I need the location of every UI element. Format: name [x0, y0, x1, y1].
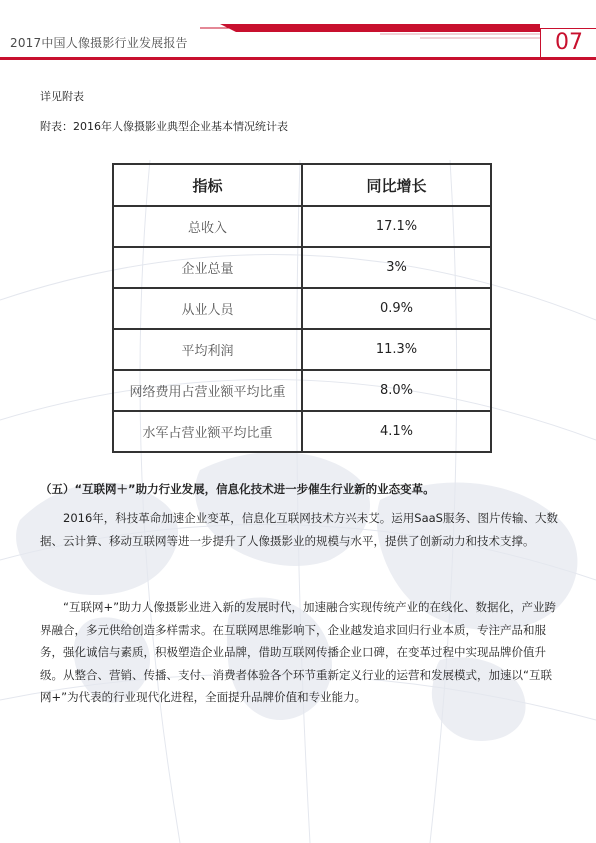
row-label: 企业总量: [113, 247, 302, 288]
row-label: 平均利润: [113, 329, 302, 370]
table-row: [113, 411, 491, 452]
row-value: 11.3%: [302, 329, 491, 370]
row-label: 从业人员: [113, 288, 302, 329]
page-number: 07: [540, 28, 596, 58]
row-value: 17.1%: [302, 206, 491, 247]
paragraph: 2016年，科技革命加速企业变革，信息化互联网技术方兴未艾。运用SaaS服务、图片传输、大数据、云计算、移动互联网等进一步提升了人像摄影业的规模与水平，提供了创新动力和技术支撑。: [40, 511, 558, 548]
row-label: 水军占营业额平均比重: [113, 411, 302, 452]
table-row: [113, 288, 491, 329]
table-caption: 附表：2016年人像摄影业典型企业基本情况统计表: [40, 120, 288, 133]
table-row: [113, 329, 491, 370]
row-value: 8.0%: [302, 370, 491, 411]
header-divider: [0, 57, 596, 60]
row-value: 3%: [302, 247, 491, 288]
section-heading: （五）“互联网＋”助力行业发展，信息化技术进一步催生行业新的业态变革。: [40, 482, 435, 496]
row-label: 网络费用占营业额平均比重: [113, 370, 302, 411]
table-row: [113, 370, 491, 411]
see-appendix-text: 详见附表: [40, 90, 84, 103]
report-title: 2017中国人像摄影行业发展报告: [10, 36, 188, 50]
table-header-row: [113, 164, 491, 206]
table-row: [113, 206, 491, 247]
row-label: 总收入: [113, 206, 302, 247]
column-header-growth: 同比增长: [302, 164, 491, 206]
row-value: 4.1%: [302, 411, 491, 452]
table-row: [113, 247, 491, 288]
statistics-table: [112, 163, 492, 453]
paragraph: “互联网+”助力人像摄影业进入新的发展时代，加速融合实现传统产业的在线化、数据化，产业跨界融合，多元供给创造多样需求。在互联网思维影响下，企业越发追求回归行业本质，专注产品和服务，强化诚信与素质，积极塑造企业品牌，借助互联网传播企业口碑，在变革过程中实现品牌价值升级。从整合、营销、传播、支付、消费者体验各个环节重新定义行业的运营和发展模式，加速以“互联网+”为代表的行业现代化进程，全面提升品牌价值和专业能力。: [40, 600, 557, 704]
row-value: 0.9%: [302, 288, 491, 329]
column-header-indicator: 指标: [113, 164, 302, 206]
